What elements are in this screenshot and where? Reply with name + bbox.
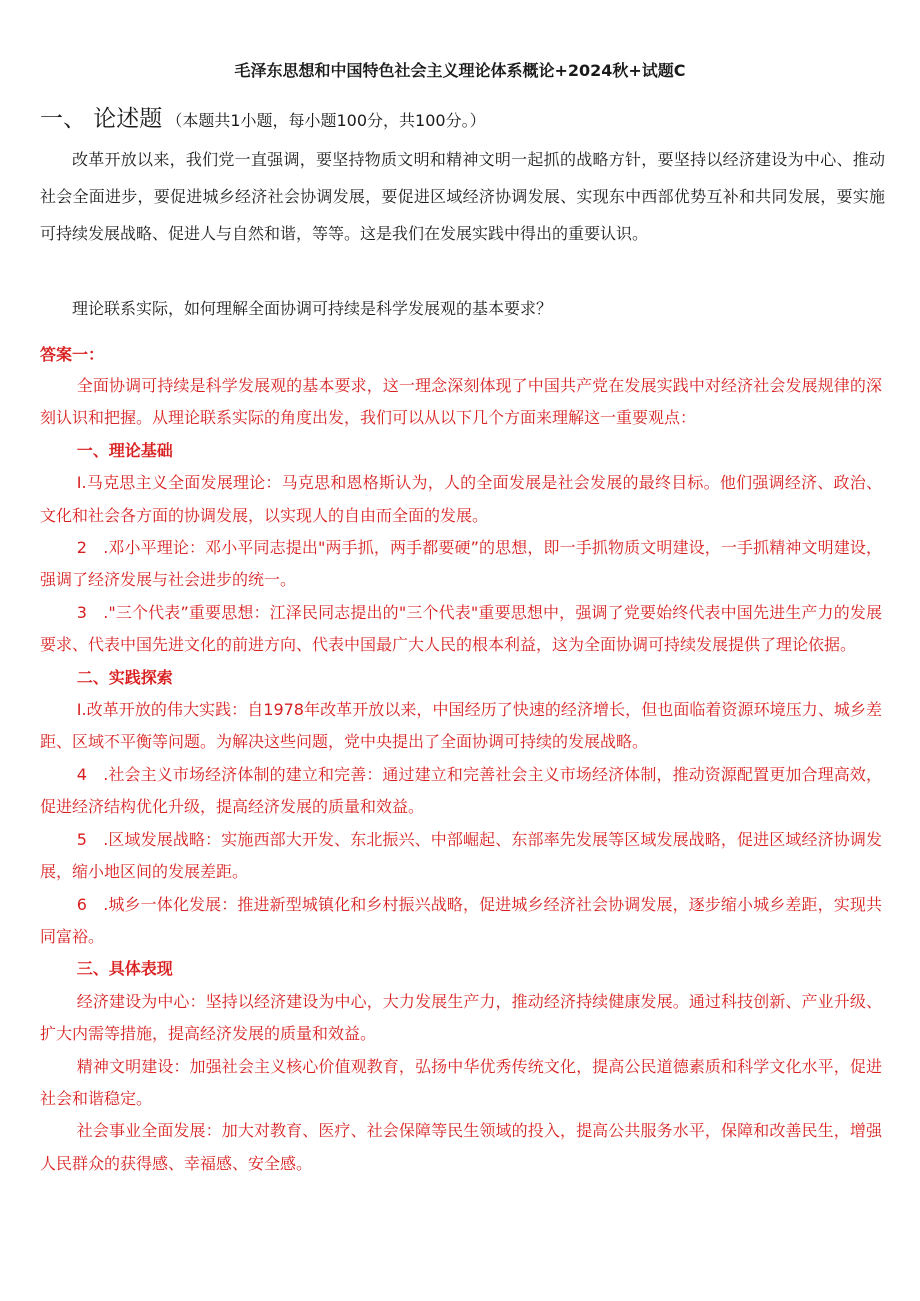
list-item: 经济建设为中心：坚持以经济建设为中心，大力发展生产力，推动经济持续健康发展。通过科技创新、产业升级、扩大内需等措施，提高经济发展的质量和效益。 [40, 991, 882, 1044]
section-heading-practice: 二、实践探索 [76, 667, 173, 687]
section-heading-manifestation: 三、具体表现 [76, 959, 173, 979]
list-item: 5 .区域发展战略：实施西部大开发、东北振兴、中部崛起、东部率先发展等区域发展战略，促进区域经济协调发展，缩小地区间的发展差距。 [40, 829, 882, 882]
section-heading-theory: 一、理论基础 [76, 440, 173, 460]
section-heading [40, 100, 486, 133]
list-item: 4 .社会主义市场经济体制的建立和完善：通过建立和完善社会主义市场经济体制，推动资源配置更加合理高效，促进经济结构优化升级，提高经济发展的质量和效益。 [40, 764, 882, 817]
list-item: 3 ."三个代表”重要思想：江泽民同志提出的"三个代表"重要思想中，强调了党要始终代表中国先进生产力的发展要求、代表中国先进文化的前进方向、代表中国最广大人民的根本利益，这为全面协调可持续发展提供了理论依据。 [40, 602, 882, 655]
list-item: I.改革开放的伟大实践：自1978年改革开放以来，中国经历了快速的经济增长，但也面临着资源环境压力、城乡差距、区域不平衡等问题。为解决这些问题，党中央提出了全面协调可持续的发展战略。 [40, 700, 882, 752]
section-label: 一、 论述题 [40, 106, 163, 132]
answer-label: 答案一： [40, 345, 105, 364]
list-item: 2 .邓小平理论：邓小平同志提出"两手抓，两手都要硬”的思想，即一手抓物质文明建设，一手抓精神文明建设，强调了经济发展与社会进步的统一。 [40, 538, 882, 590]
section-note: （本题共1小题，每小题100分，共100分。） [166, 111, 486, 130]
answer-intro: 全面协调可持续是科学发展观的基本要求，这一理念深刻体现了中国共产党在发展实践中对经济社会发展规律的深刻认识和把握。从理论联系实际的角度出发，我们可以从以下几个方面来理解这一重要观点： [40, 376, 882, 428]
list-item: 社会事业全面发展：加大对教育、医疗、社会保障等民生领域的投入，提高公共服务水平，保障和改善民生，增强人民群众的获得感、幸福感、安全感。 [40, 1121, 882, 1173]
list-item: I.马克思主义全面发展理论：马克思和恩格斯认为，人的全面发展是社会发展的最终目标。他们强调经济、政治、文化和社会各方面的协调发展，以实现人的自由而全面的发展。 [40, 473, 882, 525]
answer-body [40, 370, 882, 1180]
question-paragraph: 改革开放以来，我们党一直强调，要坚持物质文明和精神文明一起抓的战略方针，要坚持以经济建设为中心、推动社会全面进步，要促进城乡经济社会协调发展，要促进区域经济协调发展、实现东中西部优势互补和共同发展，要实施可持续发展战略、促进人与自然和谐，等等。这是我们在发展实践中得出的重要认识。 [40, 150, 885, 243]
list-item: 6 .城乡一体化发展：推进新型城镇化和乡村振兴战略，促进城乡经济社会协调发展，逐步缩小城乡差距，实现共同富裕。 [40, 894, 882, 946]
list-item: 精神文明建设：加强社会主义核心价值观教育，弘扬中华优秀传统文化，提高公民道德素质和科学文化水平，促进社会和谐稳定。 [40, 1056, 882, 1108]
question-prompt: 理论联系实际，如何理解全面协调可持续是科学发展观的基本要求？ [72, 299, 553, 318]
document-title: 毛泽东思想和中国特色社会主义理论体系概论+2024秋+试题C [234, 61, 686, 80]
